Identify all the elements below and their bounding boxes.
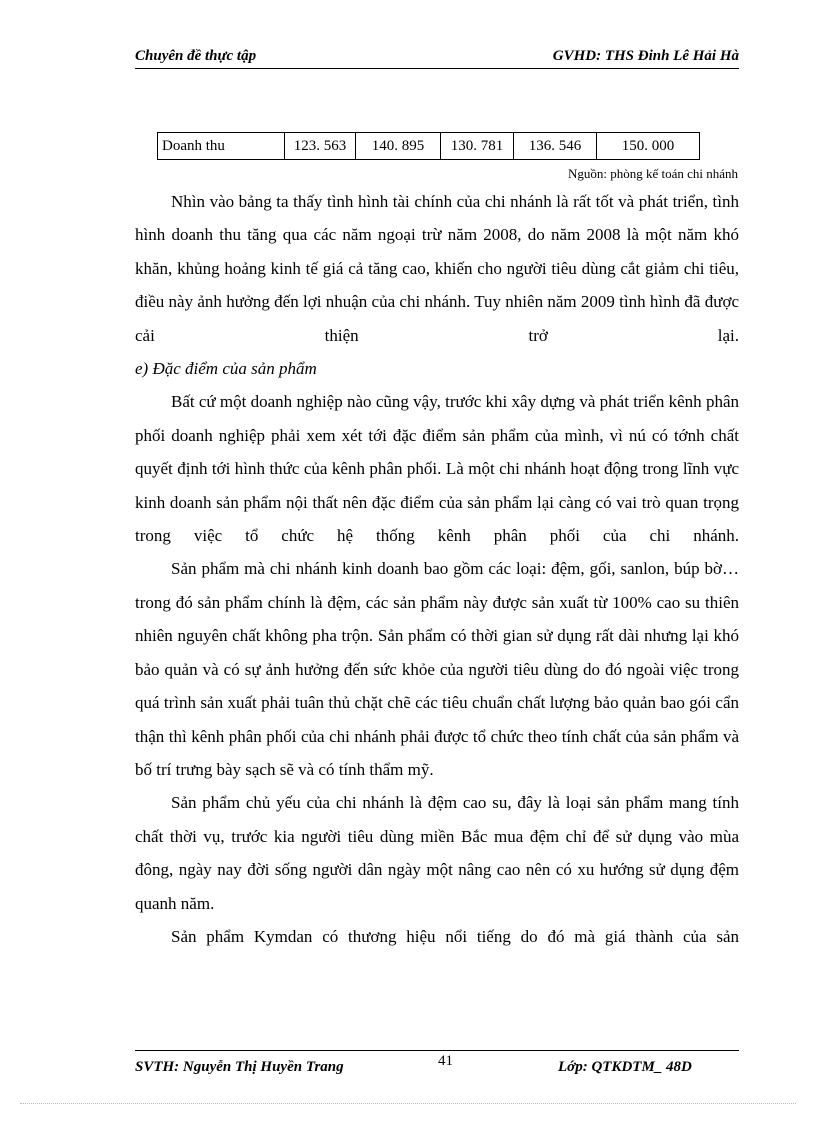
paragraph: Sản phẩm Kymdan có thương hiệu nổi tiếng do đó mà giá thành của sản	[171, 926, 739, 946]
header-advisor: GVHD: THS Đinh Lê Hải Hà	[552, 48, 739, 64]
page-header	[135, 48, 739, 69]
footer-student: SVTH: Nguyễn Thị Huyền Trang	[135, 1059, 344, 1075]
source-note: Nguồn: phòng kế toán chi nhánh	[567, 166, 738, 181]
paragraph: Nhìn vào bảng ta thấy tình hình tài chính của chi nhánh là rất tốt và phát triển, tình hình doanh thu tăng qua các năm ngoại trừ năm 2008, do năm 2008 là một năm khó khăn, khủng hoảng kinh tế giá cả tăng cao, khiến cho người tiêu dùng cắt giảm chi tiêu, điều này ảnh hưởng đến lợi nhuận của chi nhánh. Tuy nhiên năm 2009 tình hình đã được cải thiện trở lại.	[135, 192, 739, 345]
table-row	[158, 133, 700, 160]
paragraph: Sản phẩm mà chi nhánh kinh doanh bao gồm các loại: đệm, gối, sanlon, búp bờ…trong đó sản phẩm chính là đệm, các sản phẩm này được sản xuất từ 100% cao su thiên nhiên nguyên chất không pha trộn. Sản phẩm có thời gian sử dụng rất dài nhưng lại khó bảo quản và có sự ảnh hưởng đến sức khỏe của người tiêu dùng do đó ngoài việc trong quá trình sản xuất phải tuân thủ chặt chẽ các tiêu chuẩn chất lượng bảo quản bao gói cẩn thận thì kênh phân phối của chi nhánh phải được tổ chức theo tính chất của sản phẩm và bố trí trưng bày sạch sẽ và có tính thẩm mỹ.	[135, 559, 739, 779]
table-row-label: Doanh thu	[158, 133, 285, 160]
section-heading: e) Đặc điểm của sản phẩm	[135, 359, 317, 379]
table-cell: 150. 000	[597, 133, 700, 160]
page-number: 41	[438, 1053, 453, 1069]
footer-class: Lớp: QTKDTM_ 48D	[558, 1059, 692, 1075]
table-cell: 130. 781	[441, 133, 514, 160]
page-footer	[135, 1050, 739, 1077]
revenue-table	[157, 132, 700, 160]
paragraph: Bất cứ một doanh nghiệp nào cũng vậy, trước khi xây dựng và phát triển kênh phân phối doanh nghiệp phải xem xét tới đặc điểm sản phẩm của mình, vì nú có tớnh chất quyết định tới hình thức của kênh phân phối. Là một chi nhánh hoạt động trong lĩnh vực kinh doanh sản phẩm nội thất nên đặc điểm của sản phẩm lại càng có vai trò quan trọng trong việc tổ chức hệ thống kênh phân phối của chi nhánh.	[135, 392, 739, 546]
table-cell: 123. 563	[285, 133, 356, 160]
paragraph: Sản phẩm chủ yếu của chi nhánh là đệm cao su, đây là loại sản phẩm mang tính chất thời vụ, trước kia người tiêu dùng miền Bắc mua đệm chỉ để sử dụng vào mùa đông, ngày nay đời sống người dân ngày một nâng cao nên có xu hướng sử dụng đệm quanh năm.	[135, 793, 739, 913]
page-divider	[20, 1103, 796, 1104]
header-title: Chuyên đề thực tập	[135, 48, 257, 64]
table-cell: 140. 895	[356, 133, 441, 160]
body-text	[135, 185, 739, 953]
table-cell: 136. 546	[514, 133, 597, 160]
